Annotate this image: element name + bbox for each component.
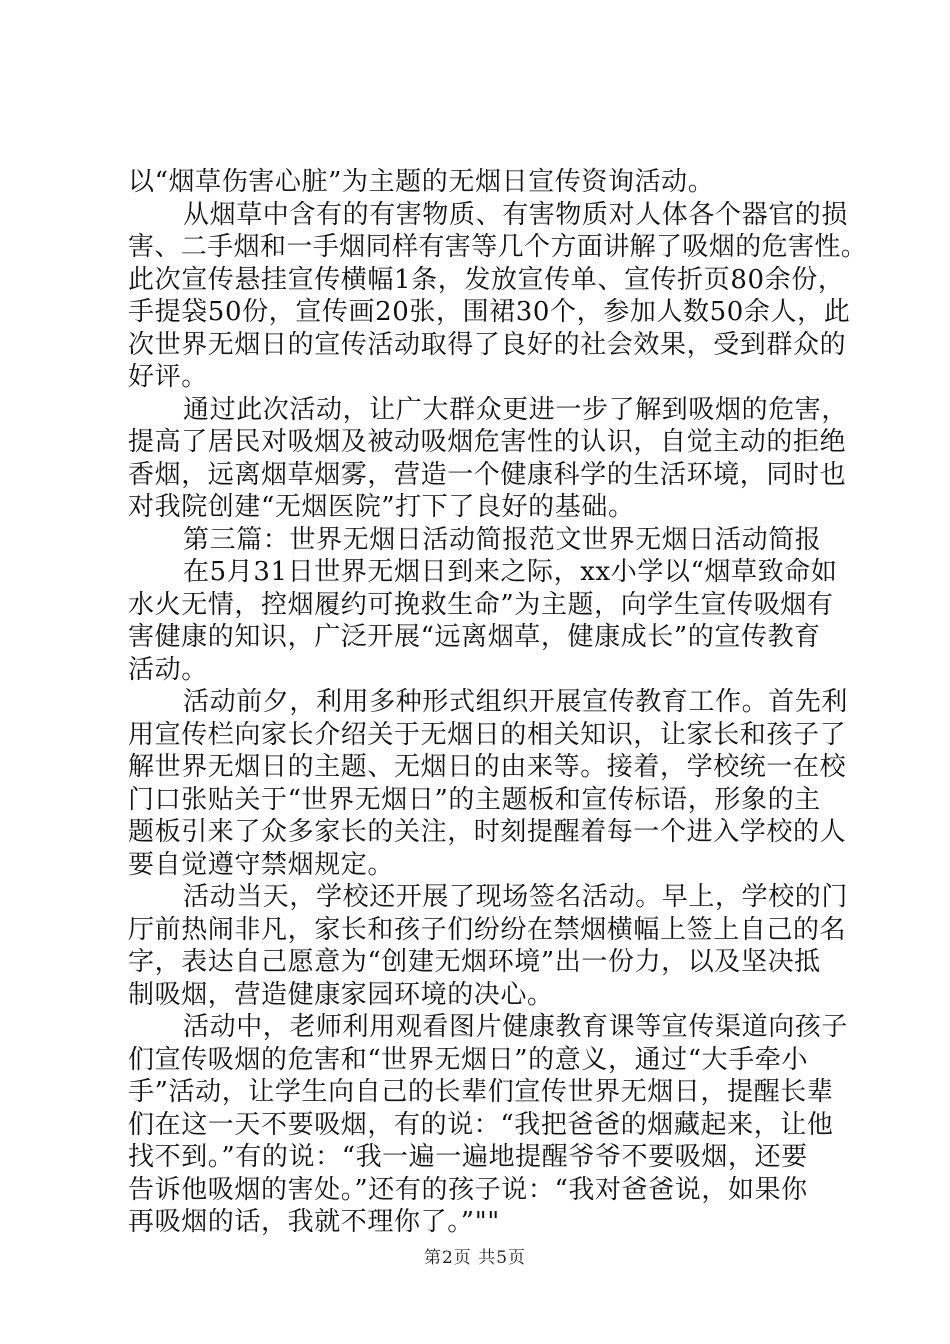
body-line: 害健康的知识，广泛开展“远离烟草，健康成长”的宣传教育 xyxy=(128,622,821,652)
body-line: 手提袋50份，宣传画20张，围裙30个，参加人数50余人，此 xyxy=(128,297,851,327)
body-line: 找不到。”有的说：“我一遍一遍地提醒爷爷不要吸烟，还要 xyxy=(128,1142,808,1172)
body-line: 门口张贴关于“世界无烟日”的主题板和宣传标语，形象的主 xyxy=(128,784,821,815)
body-line: 以“烟草伤害心脏”为主题的无烟日宣传资询活动。 xyxy=(128,167,715,197)
body-line: 字，表达自己愿意为“创建无烟环境”出一份力，以及坚决抵 xyxy=(128,947,821,977)
body-line: 次世界无烟日的宣传活动取得了良好的社会效果，受到群众的 xyxy=(128,329,847,360)
body-line: 好评。 xyxy=(128,362,208,392)
body-line: 要自觉遵守禁烟规定。 xyxy=(128,849,395,880)
paragraph-first-line: 在5月31日世界无烟日到来之际，xx小学以“烟草致命如 xyxy=(183,557,838,587)
body-line: 对我院创建“无烟医院”打下了良好的基础。 xyxy=(128,492,635,522)
paragraph-first-line: 活动中，老师利用观看图片健康教育课等宣传渠道向孩子 xyxy=(183,1012,849,1042)
paragraph-first-line: 从烟草中含有的有害物质、有害物质对人体各个器官的损 xyxy=(183,199,849,230)
body-line: 制吸烟，营造健康家园环境的决心。 xyxy=(128,979,554,1010)
document-body xyxy=(128,166,868,1239)
body-line: 用宣传栏向家长介绍关于无烟日的相关知识，让家长和孩子了 xyxy=(128,719,847,750)
body-line: 解世界无烟日的主题、无烟日的由来等。接着，学校统一在校 xyxy=(128,752,847,782)
paragraph-first-line: 活动前夕，利用多种形式组织开展宣传教育工作。首先利 xyxy=(183,687,849,717)
paragraph-first-line: 活动当天，学校还开展了现场签名活动。早上，学校的门 xyxy=(183,882,849,912)
body-line: 厅前热闹非凡，家长和孩子们纷纷在禁烟横幅上签上自己的名 xyxy=(128,914,847,945)
body-line: 此次宣传悬挂宣传横幅1条，发放宣传单、宣传折页80余份， xyxy=(128,264,845,295)
body-line: 再吸烟的话，我就不理你了。”"" xyxy=(128,1207,500,1237)
body-line: 提高了居民对吸烟及被动吸烟危害性的认识，自觉主动的拒绝 xyxy=(128,427,847,457)
body-line: 告诉他吸烟的害处。”还有的孩子说：“我对爸爸说，如果你 xyxy=(128,1174,808,1205)
body-line: 们宣传吸烟的危害和“世界无烟日”的意义，通过“大手牵小 xyxy=(128,1044,809,1075)
body-line: 题板引来了众多家长的关注，时刻提醒着每一个进入学校的人 xyxy=(128,817,847,847)
section-heading: 第三篇：世界无烟日活动简报范文世界无烟日活动简报 xyxy=(183,524,822,555)
body-line: 活动。 xyxy=(128,654,208,685)
body-line: 害、二手烟和一手烟同样有害等几个方面讲解了吸烟的危害性。 xyxy=(128,232,868,262)
page-number-footer: 第2页 共5页 xyxy=(423,1248,527,1268)
paragraph-first-line: 通过此次活动，让广大群众更进一步了解到吸烟的危害， xyxy=(183,394,849,425)
body-line: 水火无情，控烟履约可挽救生命”为主题，向学生宣传吸烟有 xyxy=(128,589,834,620)
body-line: 们在这一天不要吸烟，有的说：“我把爸爸的烟藏起来，让他 xyxy=(128,1109,834,1140)
body-line: 香烟，远离烟草烟雾，营造一个健康科学的生活环境，同时也 xyxy=(128,459,847,490)
body-line: 手”活动，让学生向自己的长辈们宣传世界无烟日，提醒长辈 xyxy=(128,1077,834,1107)
